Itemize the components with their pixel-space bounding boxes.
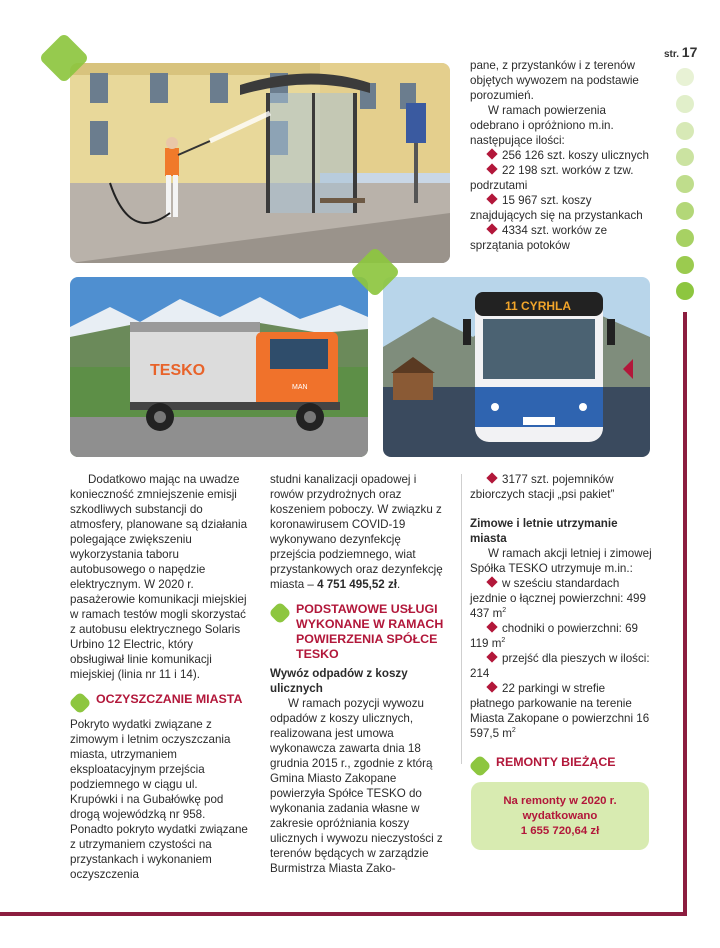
decorative-dot: [676, 229, 694, 247]
section-heading: [470, 755, 652, 776]
section-hex-icon: [468, 754, 491, 777]
list-item-text: 256 126 szt. koszy ulicznych: [502, 149, 649, 162]
photo-truck: [70, 277, 368, 457]
photo-bus-illustration: [383, 277, 650, 457]
list-item-text: 22 198 szt. worków z tzw. podrzutami: [470, 164, 634, 192]
section-title: OCZYSZCZANIE MIASTA: [96, 692, 243, 706]
svg-text:TESKO: TESKO: [150, 362, 206, 379]
section-hex-icon: [268, 601, 291, 624]
paragraph: W ramach pozycji wywozu odpadów z koszy ulicznych, realizowana jest umowa wykonawcza zawarta dnia 18 grudnia 2015 r., zgodnie z którą Gmina Miasto Zakopane powierzyła Spółce TESKO do wykonania zadania własne w zakresie opróżniania koszy ulicznych i wywozu nieczystości z terenów będących w zarządzie Burmistrza Miasta Zako-: [270, 697, 443, 875]
column-divider: [461, 474, 462, 764]
section-heading: [70, 692, 248, 713]
bullet-diamond-icon: [486, 621, 497, 632]
bullet-diamond-icon: [486, 576, 497, 587]
column-1: [70, 472, 248, 882]
decorative-dot: [676, 148, 694, 166]
paragraph: Pokryto wydatki związane z zimowym i letnim oczyszczania miasta, utrzymaniem eksploatacyjnym przejścia podziemnego w ciągu ul. Krupówki i na Gubałówkę pod drogą wojewódzką nr 958. Ponadto pokryto wydatki związane z utrzymaniem czystości na przystankach i wykonaniem oczyszczenia: [70, 718, 248, 881]
paragraph: pane, z przystanków i z terenów objętych wywozem na podstawie porozumień.: [470, 59, 639, 102]
paragraph-text: studni kanalizacji opadowej i rowów przydrożnych oraz koszeniem poboczy. W związku z koronawirusem COVID-19 wykonywano dezynfekcję przejścia podziemnego, wiat przystankowych oraz dezynfekcję miasta –: [270, 473, 443, 591]
list-item-text: w sześciu standardach jezdnie o łącznej powierzchni: 499 437 m: [470, 577, 646, 620]
bullet-diamond-icon: [486, 193, 497, 204]
frame-line-right: [683, 312, 687, 916]
column-2: [270, 472, 448, 876]
list-item: [470, 148, 650, 163]
list-item-text: przejść dla pieszych w ilości: 214: [470, 652, 650, 680]
paragraph: W ramach powierzenia odebrano i opróżniono m.in. następujące ilości:: [470, 104, 614, 147]
page-number: [664, 44, 697, 60]
frame-line-bottom: [0, 912, 687, 916]
paragraph: Dodatkowo mając na uwadze konieczność zmniejszenie emisji szkodliwych substancji do atmosfery, planowane są działania polegające zwiększeniu wykorzystania taboru autobusowego o napędzie elektrycznym. W 2020 r. pasażerowie komunikacji miejskiej w ramach testów mogli skorzystać z autobusu elektrycznego Solaris Urbino 12 Electric, który obsługiwał linie komunikacji miejskiej (linia nr 11 i 14).: [70, 473, 248, 681]
bullet-diamond-icon: [486, 651, 497, 662]
decorative-dot: [676, 282, 694, 300]
bullet-diamond-icon: [486, 223, 497, 234]
subheading: Wywóz odpadów z koszy ulicznych: [270, 667, 408, 695]
highlight-amount: 1 655 720,64 zł: [520, 824, 600, 837]
list-item-text: 22 parkingi w strefie płatnego parkowanie na terenie Miasta Zakopane o powierzchni 16 597,5 m: [470, 682, 650, 740]
list-item-text: chodniki o powierzchni: 69 119 m: [470, 622, 638, 650]
bullet-diamond-icon: [486, 472, 497, 483]
section-title: REMONTY BIEŻĄCE: [496, 755, 616, 769]
section-title: PODSTAWOWE USŁUGI WYKONANE W RAMACH POWIERZENIA SPÓŁCE TESKO: [296, 602, 444, 661]
list-item: [470, 163, 650, 193]
decorative-dots: [676, 68, 696, 309]
list-item: [470, 223, 650, 253]
paragraph: W ramach akcji letniej i zimowej Spółka TESKO utrzymuje m.in.:: [470, 547, 652, 575]
superscript: 2: [511, 727, 516, 735]
superscript: 2: [501, 637, 506, 645]
photo-bus: [383, 277, 650, 457]
list-item: [470, 681, 652, 741]
list-item: [470, 651, 652, 681]
bullet-diamond-icon: [486, 163, 497, 174]
highlight-box: [471, 782, 649, 850]
photo-truck-illustration: [70, 277, 368, 457]
decorative-dot: [676, 175, 694, 193]
subheading: Zimowe i letnie utrzymanie miasta: [470, 517, 618, 545]
decorative-dot: [676, 122, 694, 140]
list-item: [470, 576, 652, 621]
paragraph: studni kanalizacji opadowej i rowów przydrożnych oraz koszeniem poboczy. W związku z koronawirusem COVID-19 wykonywano dezynfekcję przejścia podziemnego, wiat przystankowych oraz dezynfekcję miasta – 4 751 495,52 zł.: [270, 473, 443, 591]
highlight-line-1: Na remonty w 2020 r.: [503, 794, 617, 807]
amount: 4 751 495,52 zł: [317, 578, 397, 591]
decorative-dot: [676, 95, 694, 113]
svg-text:11 CYRHLA: 11 CYRHLA: [505, 299, 572, 313]
photo-cleaning: [70, 63, 450, 263]
column-top-right: [470, 58, 650, 253]
bullet-diamond-icon: [486, 681, 497, 692]
highlight-line-2: wydatkowano: [522, 809, 598, 822]
svg-text:MAN: MAN: [292, 384, 308, 391]
page-number-prefix: str.: [664, 49, 680, 60]
list-item-text: 15 967 szt. koszy znajdujących się na przystankach: [470, 194, 643, 222]
list-item: [470, 472, 652, 502]
photo-cleaning-illustration: [70, 63, 450, 263]
column-3: [470, 472, 652, 780]
list-item: [470, 193, 650, 223]
page-number-value: 17: [681, 44, 698, 60]
decorative-dot: [676, 202, 694, 220]
bullet-diamond-icon: [486, 148, 497, 159]
superscript: 2: [502, 607, 507, 615]
section-hex-icon: [68, 691, 91, 714]
decorative-dot: [676, 256, 694, 274]
list-item-text: 4334 szt. worków ze sprzątania potoków: [470, 224, 608, 252]
section-heading: [270, 602, 448, 662]
decorative-dot: [676, 68, 694, 86]
list-item: [470, 621, 652, 651]
list-item-text: 3177 szt. pojemników zbiorczych stacji „psi pakiet”: [470, 473, 615, 501]
